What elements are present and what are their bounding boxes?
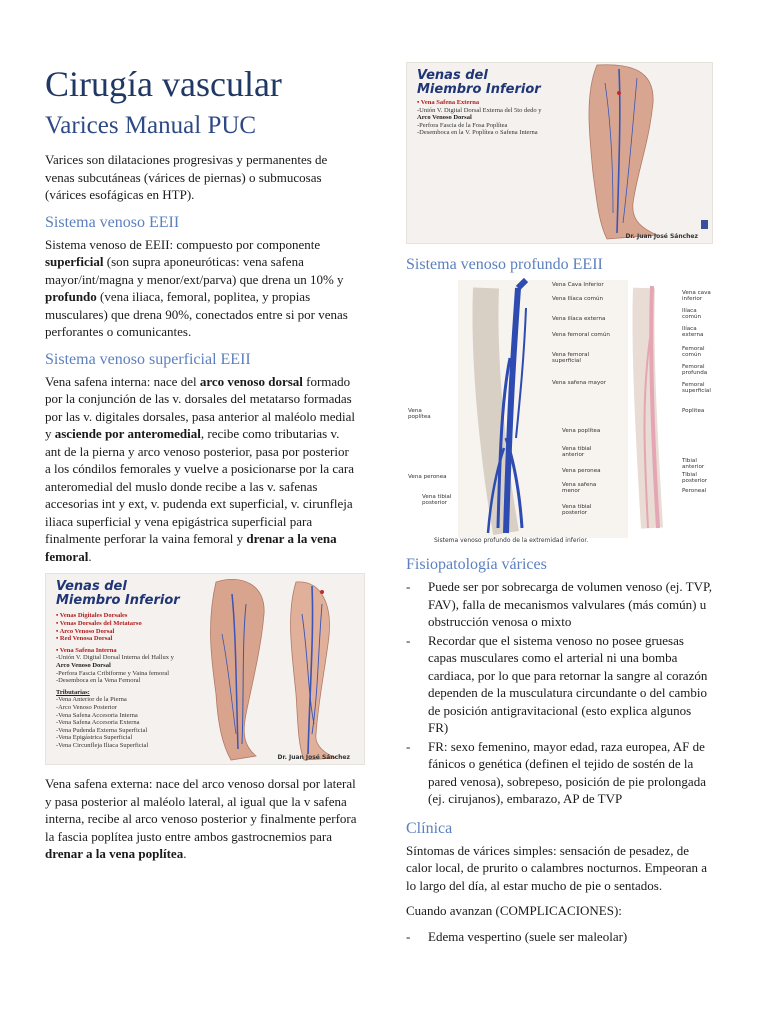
clinica-paragraph: Síntomas de várices simples: sensación de pesadez, de calor local, de prurito o calambres nocturnos. Empeoran a lo largo del día, al estar mucho de pie o sentados.: [406, 842, 708, 893]
label-iliaca-externa: Vena ilíaca externa: [552, 316, 606, 322]
right-column: [406, 60, 714, 953]
section-heading-fisiopatologia: Fisiopatología várices: [406, 556, 547, 573]
label-tibial-posterior-left: Vena tibial posterior: [422, 494, 452, 507]
section-heading-sistema-venoso: Sistema venoso EEII: [45, 213, 180, 231]
sistema-venoso-paragraph: Sistema venoso de EEII: compuesto por componente superficial (son supra aponeuróticas: vena safena mayor/int/magna y menor/ext/parva) que drena un 10% y profundo (vena iliaca, femoral, poplitea, y propias musculares) que drena 90%, conectados entre si por venas perforantes o comunicantes.: [45, 236, 348, 340]
left-column: [45, 60, 357, 871]
complicaciones-list: [406, 928, 714, 946]
figure-notes: ▪ Vena Safena Externa -Unión V. Digital Dorsal Externa del 5to dedo y Arco Venoso Dorsal -Perfora Fascia de la Fosa Poplítea -Desemboca en la V. Poplítea o Safena Interna: [417, 99, 542, 137]
label-r-tibial-posterior: Tibial posterior: [682, 472, 708, 485]
logo-mark: [701, 220, 708, 229]
label-peronea-left: Vena peronea: [408, 474, 447, 480]
page-subtitle: Varices Manual PUC: [45, 112, 257, 140]
label-r-cava: Vena cava inferior: [682, 290, 711, 303]
leg-anatomy-illustration: [46, 574, 364, 764]
superficial-paragraph: Vena safena interna: nace del arco venoso dorsal formado por la conjunción de las v. dorsales del metatarso formadas por las v. digitales dorsales, pasa anterior al maléolo medial y asciende por anteromedial, recibe como tributarias v. ant de la pierna y arco venoso posterior, pasa por posterior a los cóndilos femorales y vuelve a posicionarse por la cara anteromedial del muslo donde recibe a las v. safenas accesorias int y ext, v. pudenda ext superficial, v. cirunfleja iliaca superficial y vena epigástrica superficial para finalmente perforar la vaina femoral y drenar a la vena femoral.: [45, 373, 355, 564]
page-title: Cirugía vascular: [45, 64, 282, 104]
label-poplitea-left: Vena poplítea: [408, 408, 431, 421]
label-safena-menor: Vena safena menor: [562, 482, 597, 495]
figure-caption: Sistema venoso profundo de la extremidad inferior.: [434, 537, 589, 544]
section-heading-clinica: Clínica: [406, 819, 453, 837]
label-femoral-superficial: Vena femoral superficial: [552, 352, 590, 365]
complicaciones-intro: Cuando avanzan (COMPLICACIONES):: [406, 903, 622, 918]
figure-signature: Dr. Juan José Sánchez: [625, 233, 698, 240]
label-r-iliaca-comun: Ilíaca común: [682, 308, 702, 321]
figure-header: Venas del Miembro Inferior: [56, 579, 180, 609]
label-safena-mayor: Vena safena mayor: [552, 380, 606, 386]
leg-posterior-illustration: [407, 63, 712, 243]
label-r-femoral-comun: Femoral común: [682, 346, 705, 359]
figure-safena-interna: [45, 573, 365, 765]
section-heading-profundo: Sistema venoso profundo EEII: [406, 256, 603, 273]
figure-signature: Dr. Juan José Sánchez: [277, 754, 350, 762]
label-iliaca-comun: Vena Ilíaca común: [552, 296, 604, 302]
label-poplitea: Vena poplítea: [562, 428, 601, 434]
figure-notes: ▪ Venas Digitales Dorsales ▪ Venas Dorsales del Metatarso ▪ Arco Venoso Dorsal ▪ Red Venosa Dorsal ▪ Vena Safena Interna -Unión V. Digital Dorsal Interna del Hallux y Arco Venoso Dorsal -Perfora Fascia Cribiforme y Vaina femoral -Desemboca en la Vena Femoral Tributarias: -Vena Anterior de la Pierna -Arco Venoso Posterior -Vena Safena Accesoria Interna -Vena Safena Accesoria Externa -Vena Pudenda Externa Superficial -Vena Epigástrica Superficial -Vena Circunfleja Iliaca Superficial: [56, 612, 174, 749]
fisiopatologia-list: [406, 578, 714, 808]
label-r-peroneal: Peroneal: [682, 488, 707, 494]
list-item: - Recordar que el sistema venoso no posee gruesas capas musculares como el arterial ni una bomba cardiaca, por lo que para retornar la sangre al corazón dependen de la musculatura circundante o del cambio de posición antigravitacional (esto explica algunos FR): [406, 632, 714, 737]
list-item: - Puede ser por sobrecarga de volumen venoso (ej. TVP, FAV), falla de mecanismos valvulares (más común) u obstrucción venosa o mixto: [406, 578, 714, 631]
intro-paragraph: Varices son dilataciones progresivas y permanentes de venas subcutáneas (várices de piernas) o submucosas (várices esofágicas en HTP).: [45, 152, 328, 203]
label-peronea: Vena peronea: [562, 468, 601, 474]
label-r-poplitea: Poplitea: [682, 408, 705, 414]
figure-safena-externa: [406, 62, 713, 244]
label-r-femoral-superficial: Femoral superficial: [682, 382, 711, 395]
safena-externa-paragraph: Vena safena externa: nace del arco venoso dorsal por lateral y pasa posterior al maléolo lateral, al igual que la v safena interna, recibe al arco venoso posterior y finalmente perfora la fascia poplítea justo entre ambos gastrocnemios para drenar a la vena poplítea.: [45, 776, 357, 862]
label-r-tibial-anterior: Tibial anterior: [682, 458, 705, 471]
figure-header: Venas del Miembro Inferior: [417, 68, 541, 97]
section-heading-superficial: Sistema venoso superficial EEII: [45, 350, 251, 368]
label-femoral-comun: Vena femoral común: [552, 332, 610, 338]
figure-venoso-profundo: [406, 278, 716, 548]
label-r-iliaca-externa: Ilíaca externa: [682, 326, 704, 339]
label-tibial-anterior: Vena tibial anterior: [562, 446, 592, 459]
label-tibial-posterior: Vena tibial posterior: [562, 504, 592, 517]
list-item: - FR: sexo femenino, mayor edad, raza europea, AF de fánicos o genética (definen el tejido de sostén de la pared venosa), sobrepeso, posición de pie prolongada (ej. cirujanos), embarazo, AP de TVP: [406, 738, 714, 808]
list-item: - Edema vespertino (suele ser maleolar): [406, 928, 714, 946]
label-r-femoral-profunda: Femoral profunda: [682, 364, 708, 377]
label-vena-cava: Vena Cava Inferior: [552, 282, 604, 288]
